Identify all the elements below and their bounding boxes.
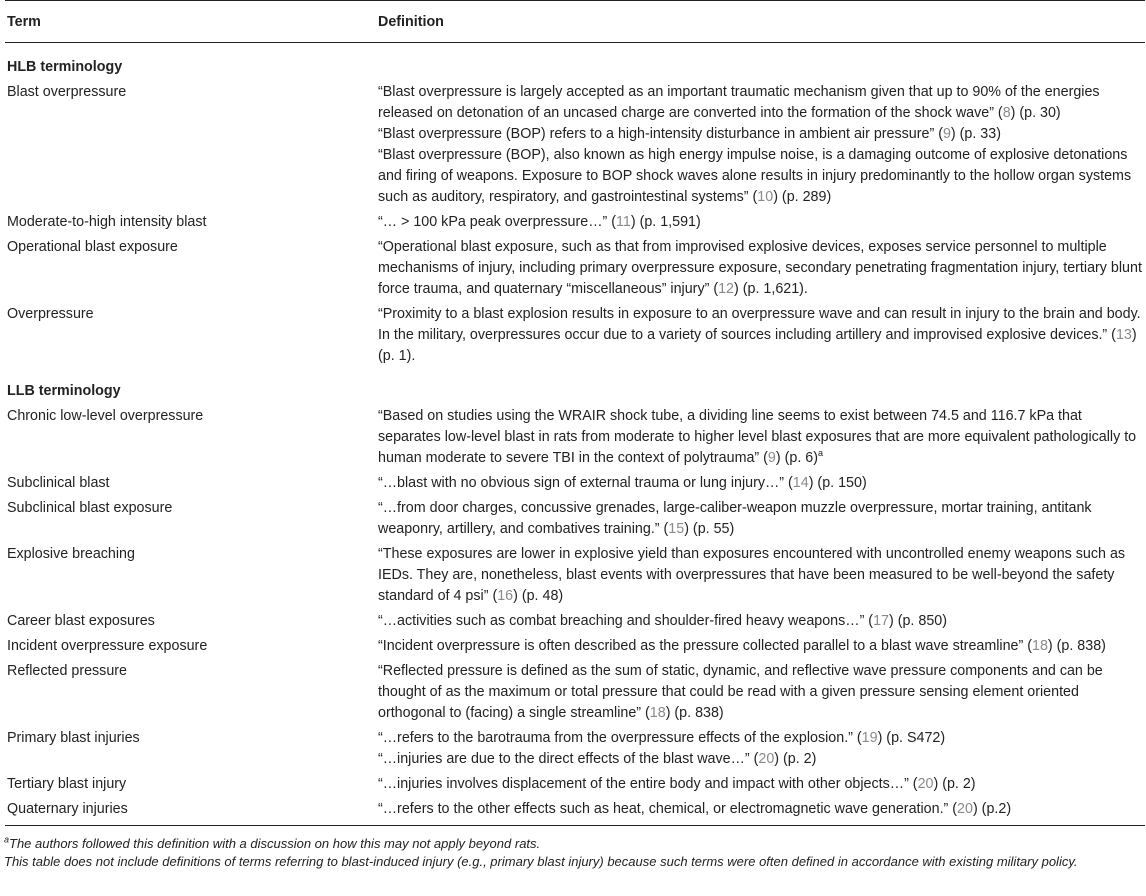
table-bottom-rule [5, 825, 1145, 826]
page-citation: ) (p. 55) [684, 521, 735, 537]
table-row [5, 795, 1145, 820]
definition-quote: “Incident overpressure is often described as the pressure collected parallel to a blast wave streamline” ( [378, 638, 1033, 654]
definition-cell [378, 661, 1145, 724]
definition-text [378, 544, 1145, 607]
definition-text [378, 237, 1145, 300]
reference-link[interactable]: 16 [497, 588, 514, 604]
definition-cell [378, 304, 1145, 367]
table-row [5, 657, 1145, 724]
footnote-marker: a [817, 448, 823, 459]
definition-text [378, 749, 1145, 770]
reference-link[interactable]: 9 [767, 450, 776, 466]
term-cell: Reflected pressure [7, 663, 127, 679]
reference-link[interactable]: 20 [758, 751, 775, 767]
page-citation: ) (p. 1). [378, 327, 1137, 364]
llb-rows [5, 402, 1145, 820]
definition-text [378, 799, 1145, 820]
reference-link[interactable]: 9 [942, 126, 951, 142]
footnote-a-text: The authors followed this definition with a discussion on how this may not apply beyond rats. [9, 836, 541, 851]
definition-quote: “…blast with no obvious sign of external trauma or lung injury…” ( [378, 475, 793, 491]
definition-text [378, 728, 1145, 749]
page-citation: ) (p. S472) [877, 730, 946, 746]
header-term: Term [7, 13, 41, 30]
table-row [5, 300, 1145, 367]
definition-cell [378, 473, 1145, 494]
reference-link[interactable]: 20 [917, 776, 934, 792]
reference-link[interactable]: 13 [1115, 327, 1132, 343]
term-cell: Subclinical blast [7, 475, 110, 491]
term-cell: Quaternary injuries [7, 801, 128, 817]
definition-text [378, 498, 1145, 540]
definition-quote: “Reflected pressure is defined as the sum of static, dynamic, and reflective wave pressure components and can be thought of as the maximum or total pressure that could be read with a given pressure sensing element oriented orthogonal to (facing) a single streamline” ( [378, 663, 1103, 721]
term-cell: Incident overpressure exposure [7, 638, 208, 654]
definition-quote: “Based on studies using the WRAIR shock tube, a dividing line seems to exist between 74.5 and 116.7 kPa that separates low-level blast in rats from moderate to higher level blast exposures that are more equivalent pathologically to human moderate to severe TBI in the context of polytrauma” ( [378, 408, 1137, 466]
definition-cell [378, 212, 1145, 233]
table-row [5, 78, 1145, 208]
page-citation: ) (p. 150) [808, 475, 867, 491]
table-row [5, 724, 1145, 770]
definition-text [378, 145, 1145, 208]
page-citation: ) (p. 6) [775, 450, 818, 466]
terminology-table [5, 0, 1145, 826]
header-definition: Definition [378, 13, 444, 30]
definition-cell [378, 636, 1145, 657]
reference-link[interactable]: 8 [1002, 105, 1011, 121]
definition-text [378, 406, 1145, 469]
reference-link[interactable]: 17 [873, 613, 889, 629]
hlb-rows [5, 78, 1145, 367]
definition-quote: “…injuries involves displacement of the entire body and impact with other objects…” ( [378, 776, 918, 792]
definition-text [378, 661, 1145, 724]
term-cell: Career blast exposures [7, 613, 155, 629]
definition-text [378, 636, 1145, 657]
page-citation: ) (p. 289) [773, 189, 832, 205]
footnote-a-marker: a [4, 834, 10, 845]
page-citation: ) (p. 1,621). [734, 281, 808, 297]
definition-cell [378, 799, 1145, 820]
table-row [5, 208, 1145, 233]
definition-quote: “Blast overpressure (BOP), also known as high energy impulse noise, is a damaging outcome of explosive detonations and firing of weapons. Exposure to BOP shock waves alone results in injury predominantly to the hollow organ systems such as auditory, respiratory, and gastrointestinal systems” ( [378, 147, 1132, 205]
definition-quote: “…injuries are due to the direct effects of the blast wave…” ( [378, 751, 759, 767]
table-row [5, 494, 1145, 540]
definition-cell [378, 498, 1145, 540]
section-hlb-title: HLB terminology [7, 59, 123, 75]
definition-text [378, 212, 1145, 233]
section-llb-title: LLB terminology [7, 383, 121, 399]
definition-cell [378, 237, 1145, 300]
term-cell: Chronic low-level overpressure [7, 408, 204, 424]
table-row [5, 233, 1145, 300]
definition-quote: “…from door charges, concussive grenades, large-caliber-weapon muzzle overpressure, mortar training, antitank weaponry, artillery, and combatives training.” ( [378, 500, 1092, 537]
reference-link[interactable]: 18 [649, 705, 666, 721]
definition-quote: “…activities such as combat breaching and shoulder-fired heavy weapons…” ( [378, 613, 874, 629]
page-citation: ) (p. 850) [888, 613, 947, 629]
definition-cell [378, 728, 1145, 770]
table-header [5, 0, 1145, 43]
page-citation: ) (p. 838) [665, 705, 724, 721]
reference-link[interactable]: 14 [792, 475, 809, 491]
definition-cell [378, 544, 1145, 607]
page-citation: ) (p. 2) [933, 776, 976, 792]
definition-quote: “… > 100 kPa peak overpressure…” ( [378, 214, 616, 230]
page-citation: ) (p. 30) [1010, 105, 1061, 121]
term-cell: Primary blast injuries [7, 730, 140, 746]
definition-quote: “…refers to the other effects such as heat, chemical, or electromagnetic wave generation.” ( [378, 801, 958, 817]
reference-link[interactable]: 15 [668, 521, 685, 537]
term-cell: Overpressure [7, 306, 94, 322]
footnote-a [2, 835, 1144, 853]
term-cell: Subclinical blast exposure [7, 500, 173, 516]
reference-link[interactable]: 19 [861, 730, 878, 746]
term-cell: Tertiary blast injury [7, 776, 127, 792]
term-cell: Moderate-to-high intensity blast [7, 214, 207, 230]
definition-cell [378, 82, 1145, 208]
term-cell: Blast overpressure [7, 84, 127, 100]
definition-quote: “Blast overpressure (BOP) refers to a high-intensity disturbance in ambient air pressure” ( [378, 126, 943, 142]
table-row [5, 607, 1145, 632]
table-row [5, 540, 1145, 607]
page-citation: ) (p. 2) [774, 751, 817, 767]
definition-text [378, 304, 1145, 367]
table-row [5, 632, 1145, 657]
definition-quote: “Blast overpressure is largely accepted as an important traumatic mechanism given that up to 90% of the energies released on detonation of an uncased charge are converted into the formation of the shock wave” ( [378, 84, 1100, 121]
definition-quote: “Proximity to a blast explosion results in exposure to an overpressure wave and can result in injury to the brain and body. In the military, overpressures occur due to a variety of sources including artillery and improvised explosive devices.” ( [378, 306, 1141, 343]
term-cell: Operational blast exposure [7, 239, 178, 255]
page-citation: ) (p.2) [972, 801, 1012, 817]
definition-text [378, 124, 1145, 145]
reference-link[interactable]: 12 [718, 281, 734, 297]
definition-text [378, 82, 1145, 124]
footnote-note: This table does not include definitions of terms referring to blast-induced injury (e.g., primary blast injury) because such terms were often defined in accordance with existing military policy. [4, 854, 1078, 869]
term-cell: Explosive breaching [7, 546, 135, 562]
reference-link[interactable]: 10 [757, 189, 774, 205]
reference-link[interactable]: 20 [957, 801, 973, 817]
page-citation: ) (p. 48) [513, 588, 564, 604]
definition-text [378, 473, 1145, 494]
definition-quote: “…refers to the barotrauma from the overpressure effects of the explosion.” ( [378, 730, 862, 746]
definition-quote: “Operational blast exposure, such as that from improvised explosive devices, exposes service personnel to multiple mechanisms of injury, including primary overpressure exposure, secondary penetrating fragmentation injury, tertiary blunt force trauma, and quaternary “miscellaneous” injury” ( [378, 239, 1142, 297]
definition-quote: “These exposures are lower in explosive yield than exposures encountered with uncontrolled enemy weapons such as IEDs. They are, nonetheless, blast events with overpressures that have been measured to be well-beyond the safety standard of 4 psi” ( [378, 546, 1126, 604]
page-citation: ) (p. 838) [1047, 638, 1106, 654]
table-row [5, 469, 1145, 494]
table-row [5, 770, 1145, 795]
definition-text [378, 611, 1145, 632]
page-citation: ) (p. 33) [950, 126, 1001, 142]
page-citation: ) (p. 1,591) [630, 214, 701, 230]
reference-link[interactable]: 11 [616, 214, 631, 230]
reference-link[interactable]: 18 [1032, 638, 1048, 654]
table-row [5, 402, 1145, 469]
definition-text [378, 774, 1145, 795]
definition-cell [378, 774, 1145, 795]
definition-cell [378, 406, 1145, 469]
definition-cell [378, 611, 1145, 632]
